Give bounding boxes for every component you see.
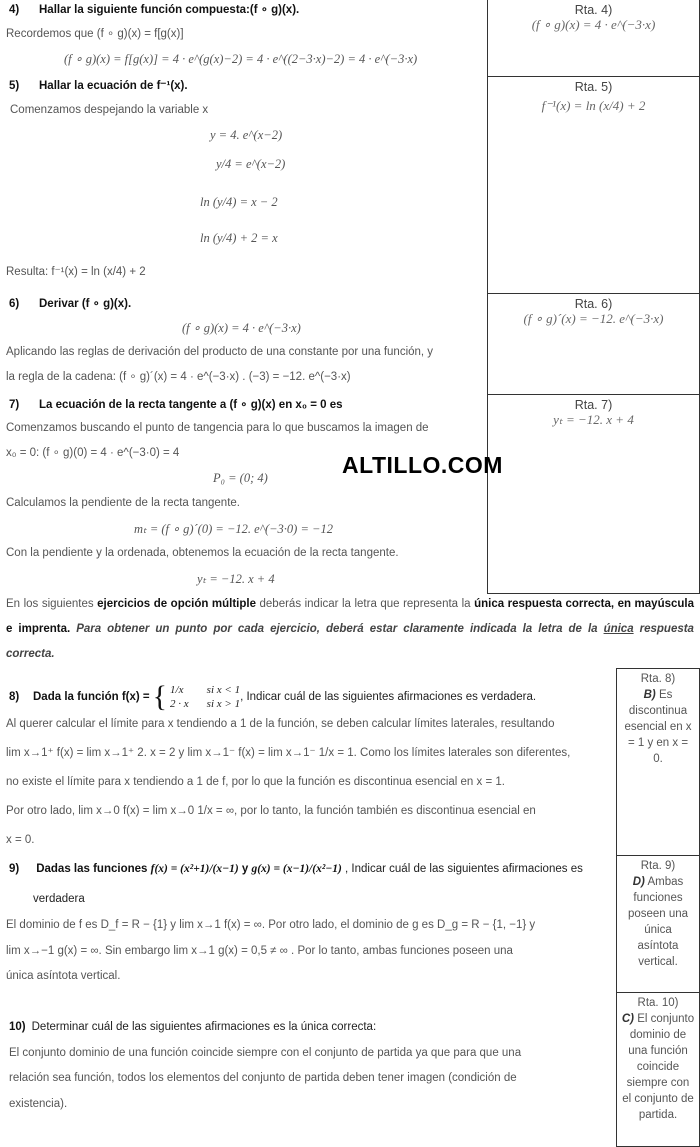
question-8-number: 8) (9, 691, 20, 703)
question-9-text-a: Dadas las funciones (36, 863, 148, 875)
q7-line: yₜ = −12. x + 4 (197, 572, 275, 586)
question-9-and: y (241, 863, 249, 875)
instructions-b: ejercicios de opción múltiple (97, 598, 256, 610)
question-9-title (9, 863, 609, 875)
q5-step-2: y/4 = e^(x−2) (216, 157, 286, 171)
answer-value-6: (f ∘ g)´(x) = −12. e^(−3·x) (523, 311, 664, 326)
q5-step-4: ln (y/4) + 2 = x (200, 231, 278, 245)
instructions-a: En los siguientes (6, 598, 94, 610)
question-4-title (9, 2, 299, 16)
question-6-text: Derivar (f ∘ g)(x). (39, 298, 132, 310)
answer-desc-9: Ambas funciones poseen una única asíntota vertical. (627, 876, 689, 968)
q8-p4: Por otro lado, lim x→0 f(x) = lim x→0 1/x = ∞, por lo tanto, la función también es discontinua esencial en (6, 805, 536, 817)
instructions-e: Para obtener un punto por cada ejercicio, deberá estar claramente indicada la letra de la (76, 623, 598, 635)
answer-label-9: Rta. 9) (640, 860, 676, 872)
answer-desc-8: Es discontinua esencial en x = 1 y en x = 0. (624, 689, 692, 765)
answer-value-4: (f ∘ g)(x) = 4 · e^(−3·x) (531, 17, 656, 32)
q8-p1: Al querer calcular el límite para x tendiendo a 1 de la función, se deben calcular límites laterales, resultando (6, 718, 555, 730)
question-5-number: 5) (9, 80, 20, 92)
answer-box-8 (616, 668, 700, 856)
q6-text-1: Aplicando las reglas de derivación del producto de una constante por una función, y (6, 346, 434, 358)
question-8-text-b: , Indicar cuál de las siguientes afirmaciones es verdadera. (240, 691, 537, 703)
answer-value-7: yₜ = −12. x + 4 (553, 412, 634, 427)
piece-2-cond: si x > 1 (206, 698, 241, 710)
answer-label-5: Rta. 5) (574, 80, 613, 94)
instructions-f: única (603, 623, 634, 635)
q7-text-4: Con la pendiente y la ordenada, obtenemos la ecuación de la recta tangente. (6, 547, 399, 559)
answer-box-4 (487, 0, 700, 77)
instructions-d: única respuesta correcta, en mayúscula e imprenta. (6, 598, 694, 635)
answer-box-10 (616, 992, 700, 1147)
piece-2-expr: 2 · x (170, 698, 189, 710)
instructions-c: deberás indicar la letra que representa la (259, 598, 471, 610)
answer-value-5: f⁻¹(x) = ln (x/4) + 2 (541, 98, 646, 113)
answer-label-6: Rta. 6) (574, 297, 613, 311)
answer-label-4: Rta. 4) (574, 3, 613, 17)
question-9-g: g(x) = (x−1)/(x²−1) (251, 863, 342, 875)
answer-text-8 (617, 687, 699, 767)
q4-formula: (f ∘ g)(x) = f[g(x)] = 4 · e^(g(x)−2) = 4 · e^((2−3·x)−2) = 4 · e^(−3·x) (64, 52, 418, 66)
question-6-title (9, 296, 131, 310)
q9-p2: lim x→−1 g(x) = ∞. Sin embargo lim x→1 g(x) = 0,5 ≠ ∞ . Por lo tanto, ambas funciones poseen una (6, 945, 513, 957)
question-5-title (9, 78, 188, 92)
question-9-f: f(x) = (x²+1)/(x−1) (150, 863, 239, 875)
answer-label-7: Rta. 7) (574, 398, 613, 412)
answer-letter-10: C) (621, 1013, 635, 1025)
piece-1-cond: si x < 1 (206, 684, 241, 696)
q6-formula: (f ∘ g)(x) = 4 · e^(−3·x) (182, 321, 301, 335)
answer-letter-9: D) (632, 876, 645, 888)
q7-point: P₀ = (0; 4) (213, 471, 268, 485)
q7-text-1: Comenzamos buscando el punto de tangencia para lo que buscamos la imagen de (6, 422, 429, 434)
q7-text-2: x₀ = 0: (f ∘ g)(0) = 4 · e^(−3·0) = 4 (6, 447, 180, 459)
q10-p1: El conjunto dominio de una función coincide siempre con el conjunto de partida ya que para que una (9, 1047, 522, 1059)
watermark-logo: ALTILLO.COM (342, 452, 503, 478)
q4-recall: Recordemos que (f ∘ g)(x) = f[g(x)] (6, 28, 184, 40)
question-4-text: Hallar la siguiente función compuesta:(f ∘ g)(x). (39, 4, 300, 16)
q5-step-1: y = 4. e^(x−2) (210, 128, 283, 142)
q10-p3: existencia). (9, 1098, 68, 1110)
question-5-text: Hallar la ecuación de f⁻¹(x). (39, 80, 188, 92)
q8-p5: x = 0. (6, 834, 35, 846)
piecewise-brace: { (152, 680, 168, 713)
q10-p2: relación sea función, todos los elementos del conjunto de partida deben tener imagen (condición de (9, 1072, 517, 1084)
q9-p1: El dominio de f es D_f = R − {1} y lim x→1 f(x) = ∞. Por otro lado, el dominio de g es D_g = R − {1, −1} y (6, 919, 536, 931)
question-7-title (9, 397, 343, 411)
question-8-text-a: Dada la función f(x) = (33, 691, 150, 703)
q8-p3: no existe el límite para x tendiendo a 1 de f, por lo que la función es discontinua esencial en x = 1. (6, 776, 505, 788)
answer-box-5 (487, 76, 700, 294)
piece-1-expr: 1/x (170, 684, 184, 696)
answer-label-8: Rta. 8) (640, 673, 676, 685)
q7-text-3: Calculamos la pendiente de la recta tangente. (6, 497, 240, 509)
answer-label-10: Rta. 10) (637, 997, 679, 1009)
q7-slope: mₜ = (f ∘ g)´(0) = −12. e^(−3·0) = −12 (134, 522, 333, 536)
q8-p2: lim x→1⁺ f(x) = lim x→1⁺ 2. x = 2 y lim x→1⁻ f(x) = lim x→1⁻ 1/x = 1. Como los límites laterales son diferentes, (6, 747, 571, 759)
answer-desc-10: El conjunto dominio de una función coincide siempre con el conjunto de partida. (622, 1013, 695, 1121)
question-7-number: 7) (9, 399, 20, 411)
question-7-text: La ecuación de la recta tangente a (f ∘ g)(x) en x₀ = 0 es (39, 399, 343, 411)
question-8-title (9, 682, 536, 712)
answer-box-9 (616, 855, 700, 993)
answer-text-9 (617, 874, 699, 970)
question-10-text: Determinar cuál de las siguientes afirmaciones es la única correcta: (31, 1021, 377, 1033)
question-6-number: 6) (9, 298, 20, 310)
instructions (6, 592, 694, 667)
q5-step-3: ln (y/4) = x − 2 (200, 195, 278, 209)
answer-box-6 (487, 293, 700, 395)
question-4-number: 4) (9, 4, 20, 16)
answer-text-10 (617, 1011, 699, 1123)
question-10-title (9, 1021, 376, 1033)
q6-text-2: la regla de la cadena: (f ∘ g)´(x) = 4 · e^(−3·x) . (−3) = −12. e^(−3·x) (6, 371, 351, 383)
answer-box-7 (487, 394, 700, 594)
question-9-text-b: , Indicar cuál de las siguientes afirmaciones es (345, 863, 583, 875)
question-9-number: 9) (9, 863, 20, 875)
q9-title-c: verdadera (33, 893, 85, 905)
instructions-g: respuesta correcta. (6, 623, 694, 660)
q5-intro: Comenzamos despejando la variable x (10, 104, 209, 116)
q5-result: Resulta: f⁻¹(x) = ln (x/4) + 2 (6, 266, 146, 278)
question-10-number: 10) (9, 1021, 26, 1033)
piecewise-cases (170, 684, 240, 710)
answer-letter-8: B) (643, 689, 656, 701)
q9-p3: única asíntota vertical. (6, 970, 121, 982)
